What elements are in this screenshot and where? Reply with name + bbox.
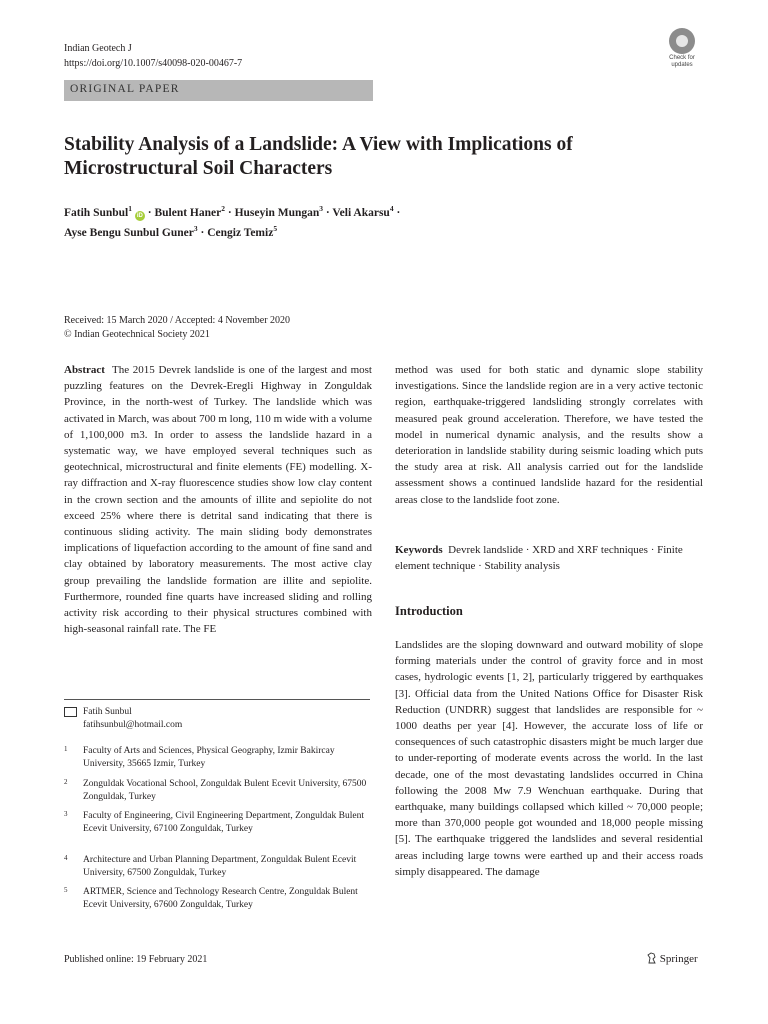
crossmark-line1: Check for xyxy=(669,55,695,61)
keywords-block xyxy=(395,542,703,574)
author-name[interactable]: Cengiz Temiz xyxy=(207,226,274,239)
keywords-label: Keywords xyxy=(395,544,443,556)
abstract-continued: method was used for both static and dynamic slope stability investigations. Since the landslide region are in a very active tectonic region, earthquake-triggered landsliding strongly correlates with measured peak ground acceleration. Therefore, we have tested the model in numerical dynamic analysis, and the results show a deterioration in landslide stability during seismic loading which puts the study area at risk. All analysis carried out for the landslide assessment shows a continued landslide hazard for the residential areas close to the landslide foot zone. xyxy=(395,364,703,506)
affiliation-text: Faculty of Arts and Sciences, Physical Geography, Izmir Bakircay University, 35665 Izmir, Turkey xyxy=(83,746,335,769)
affiliation-number: 1 xyxy=(64,745,68,753)
affiliation-text: Architecture and Urban Planning Department, Zonguldak Bulent Ecevit University, 67500 Zonguldak, Turkey xyxy=(83,855,357,878)
author-name[interactable]: Fatih Sunbul xyxy=(64,206,129,219)
introduction-body xyxy=(395,637,703,880)
journal-header xyxy=(64,41,242,71)
author-name[interactable]: Bulent Haner xyxy=(154,206,222,219)
crossmark-line2: updates xyxy=(671,62,693,68)
abstract-label: Abstract xyxy=(64,364,105,376)
author-name[interactable]: Ayse Bengu Sunbul Guner xyxy=(64,226,194,239)
affiliation-number: 3 xyxy=(64,810,68,818)
correspondence-email[interactable]: fatihsunbul@hotmail.com xyxy=(83,720,183,730)
affiliation-number: 4 xyxy=(64,854,68,862)
copyright: © Indian Geotechnical Society 2021 xyxy=(64,329,210,340)
footnote-divider xyxy=(64,699,370,700)
publisher-logo[interactable] xyxy=(647,952,698,965)
crossmark-icon xyxy=(669,28,695,54)
author-list: Fatih Sunbul$^1$ iD · Bulent Haner$^2$ · Huseyin Mungan$^3$ · Veli Akarsu$^4$ · Ayse Bengu Sunbul Guner$^3$ · Cengiz Temiz$^5$ xyxy=(64,204,401,239)
correspondence-name: Fatih Sunbul xyxy=(83,707,132,717)
abstract-left-column xyxy=(64,362,372,637)
author-name[interactable]: Veli Akarsu xyxy=(332,206,390,219)
article-type-band xyxy=(64,80,373,101)
article-type: ORIGINAL PAPER xyxy=(70,83,180,95)
author-affiliation-mark: 3 xyxy=(193,223,198,233)
affiliation-text: Zonguldak Vocational School, Zonguldak Bulent Ecevit University, 67500 Zonguldak, Turkey xyxy=(83,779,367,802)
article-title: Stability Analysis of a Landslide: A View with Implications of Microstructural Soil Characters xyxy=(64,134,573,179)
author-affiliation-mark: 1 xyxy=(128,204,132,213)
author-affiliation-mark: 4 xyxy=(389,204,394,213)
affiliation-number: 2 xyxy=(64,778,68,786)
article-dates xyxy=(64,314,290,342)
published-online: Published online: 19 February 2021 xyxy=(64,954,208,965)
journal-name: Indian Geotech J xyxy=(64,43,132,54)
publisher-name: Springer xyxy=(659,953,698,965)
check-for-updates-badge[interactable] xyxy=(662,28,702,68)
section-heading-introduction: Introduction xyxy=(395,604,463,618)
author-name[interactable]: Huseyin Mungan xyxy=(234,206,320,219)
author-affiliation-mark: 3 xyxy=(319,204,324,213)
envelope-icon xyxy=(64,707,77,717)
affiliation-text: ARTMER, Science and Technology Research Centre, Zonguldak Bulent Ecevit University, 67600 Zonguldak, Turkey xyxy=(83,887,358,910)
affiliation-number: 5 xyxy=(64,886,68,894)
affiliation-text: Faculty of Engineering, Civil Engineering Department, Zonguldak Bulent Ecevit University, 67100 Zonguldak, Turkey xyxy=(83,811,364,834)
author-affiliation-mark: 5 xyxy=(273,223,278,233)
abstract-text: The 2015 Devrek landslide is one of the largest and most puzzling features on the Devrek-Eregli Highway in Zonguldak Province, in the north-west of Turkey. The landslide which was activated in March, was about 700 m long, 110 m wide with a volume of 1,100,000 m3. In order to assess the landslide hazard in a systematic way, we have employed several techniques such as geotechnical, microstructural and finite elements (FE) modelling. X-ray diffraction and X-ray fluorescence studies show low clay content in the crown section and the amounts of illite and sepiolite do not exceed 25% where there is detrital sand indicating that there is continuous sliding activity. The main sliding body demonstrates implications of liquefaction according to the amount of fine sand and clay obtained by laboratory measurements. The most active clay group prevailing the landslide formation are illite and sepiolite. Furthermore, rounded fine quarts have increased sliding and rolling activity risk according to their physical structures combined with high-seasonal rainfall rate. The FE xyxy=(64,364,372,636)
orcid-icon[interactable]: iD xyxy=(136,212,143,219)
author-affiliation-mark: 2 xyxy=(221,204,225,213)
springer-horse-icon xyxy=(647,952,657,964)
abstract-right-column xyxy=(395,362,703,508)
introduction-text: Landslides are the sloping downward and outward mobility of slope forming materials under the control of gravity force and in most cases, hydrologic events [1, 2], particularly triggered by earthquakes [3]. Official data from the United Nations Office for Disaster Risk Reduction (UNDRR) suggest that landslides are responsible for ~ 1000 deaths per year [4]. However, the accurate loss of life or consequences of such catastrophic disasters might be much larger due to under-reporting of moderate events across the world. In the last decade, one of the most devastating landslides occurred in China following the 2008 Mw 7.9 Wenchuan earthquake. During that earthquake, many buildings collapsed which killed ~ 70,000 people; more than 370,000 people got wounded and 18,000 people missing [5]. The earthquake triggered the landslides and several residential areas including large towns were earthed up and their access roads simply disappeared. The damage xyxy=(395,639,703,878)
keywords-text: Devrek landslide · XRD and XRF techniques · Finite element technique · Stability analysis xyxy=(395,544,683,573)
doi-link[interactable]: https://doi.org/10.1007/s40098-020-00467-7 xyxy=(64,58,243,69)
received-accepted: Received: 15 March 2020 / Accepted: 4 November 2020 xyxy=(64,315,291,326)
